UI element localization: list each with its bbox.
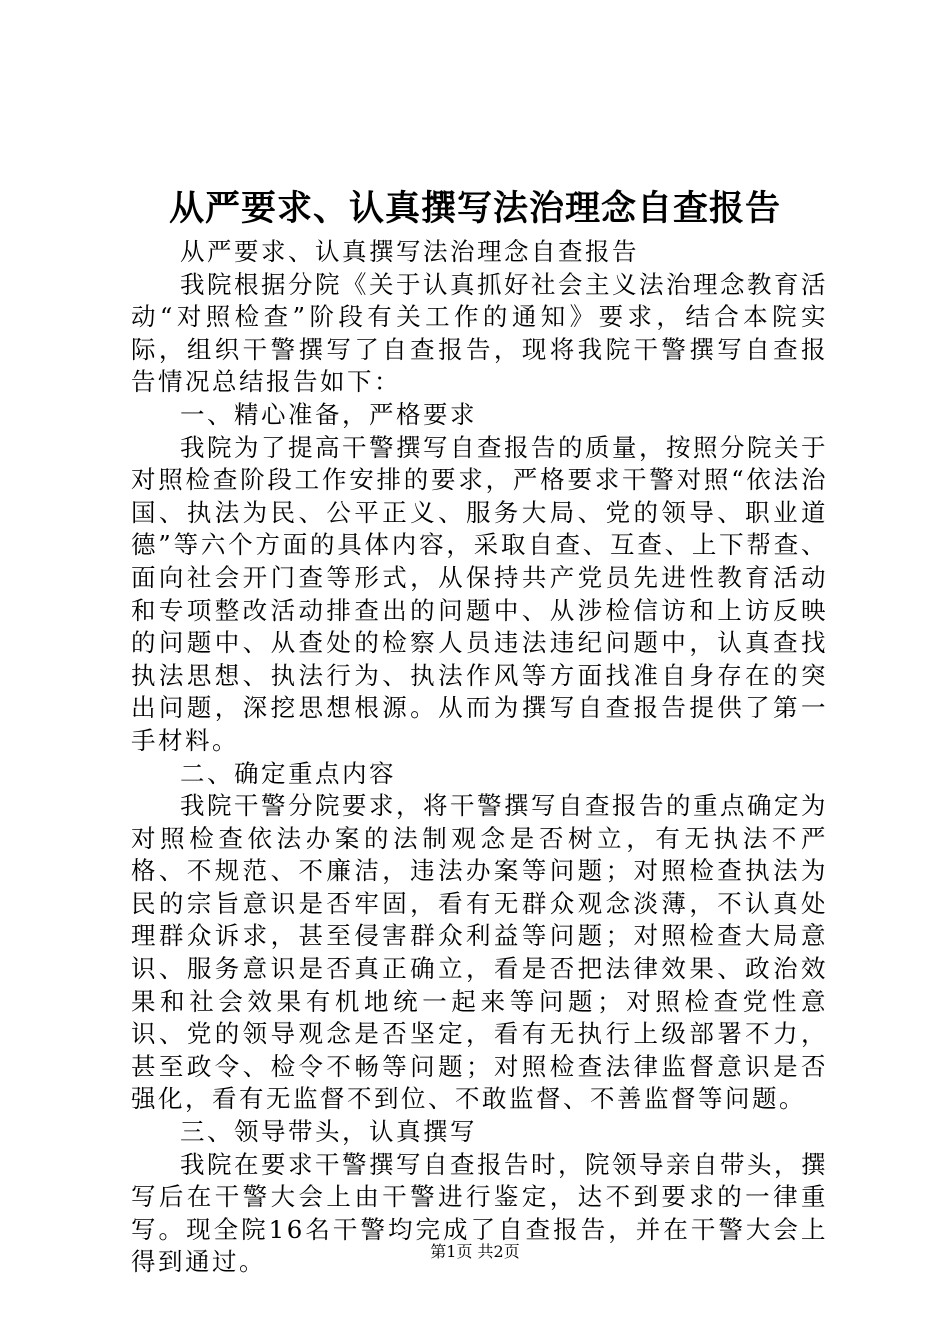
section-paragraph-1: 我院为了提高干警撰写自查报告的质量，按照分院关于对照检查阶段工作安排的要求，严格要求干警对照“依法治国、执法为民、公平正义、服务大局、党的领导、职业道德”等六个方面的具体内容，采取自查、互查、上下帮查、面向社会开门查等形式，从保持共产党员先进性教育活动和专项整改活动排查出的问题中、从涉检信访和上访反映的问题中、从查处的检察人员违法违纪问题中，认真查找执法思想、执法行为、执法作风等方面找准自身存在的突出问题，深挖思想根源。从而为撰写自查报告提供了第一手材料。 bbox=[131, 432, 828, 755]
page-number-footer: 第1页 共2页 bbox=[430, 1242, 520, 1261]
section-heading-2: 二、确定重点内容 bbox=[180, 758, 396, 788]
intro-paragraph: 我院根据分院《关于认真抓好社会主义法治理念教育活动“对照检查”阶段有关工作的通知》要求，结合本院实际，组织干警撰写了自查报告，现将我院干警撰写自查报告情况总结报告如下： bbox=[131, 269, 828, 397]
section-heading-1: 一、精心准备，严格要求 bbox=[180, 399, 477, 429]
section-heading-3: 三、领导带头，认真撰写 bbox=[180, 1117, 477, 1147]
section-paragraph-3: 我院在要求干警撰写自查报告时，院领导亲自带头，撰写后在干警大会上由干警进行鉴定，达不到要求的一律重写。现全院16名干警均完成了自查报告，并在干警大会上得到通过。 bbox=[131, 1149, 828, 1277]
document-title: 从严要求、认真撰写法治理念自查报告 bbox=[168, 188, 781, 229]
subtitle-paragraph: 从严要求、认真撰写法治理念自查报告 bbox=[180, 237, 639, 266]
section-paragraph-2: 我院干警分院要求，将干警撰写自查报告的重点确定为对照检查依法办案的法制观念是否树立，有无执法不严格、不规范、不廉洁，违法办案等问题；对照检查执法为民的宗旨意识是否牢固，看有无群众观念淡薄，不认真处理群众诉求，甚至侵害群众利益等问题；对照检查大局意识、服务意识是否真正确立，看是否把法律效果、政治效果和社会效果有机地统一起来等问题；对照检查党性意识、党的领导观念是否坚定，看有无执行上级部署不力，甚至政令、检令不畅等问题；对照检查法律监督意识是否强化，看有无监督不到位、不敢监督、不善监督等问题。 bbox=[131, 791, 828, 1114]
document-body bbox=[131, 236, 828, 1279]
